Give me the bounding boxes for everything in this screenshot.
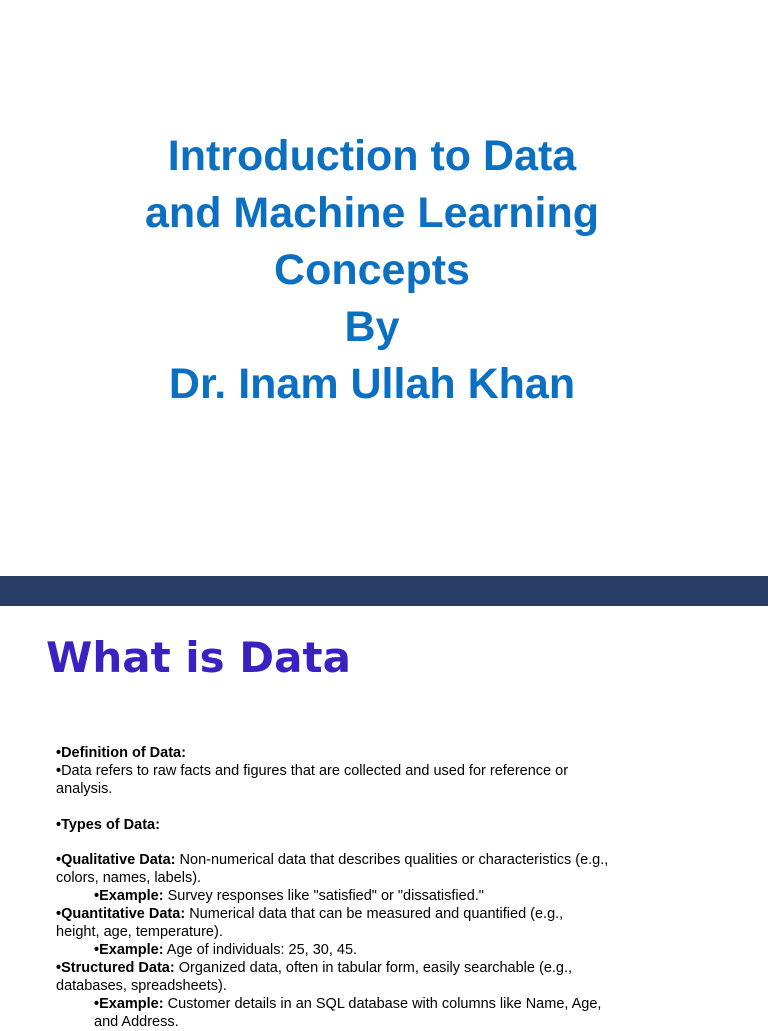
quantitative-text-1: Numerical data that can be measured and quantified (e.g., [185, 906, 564, 923]
quantitative-example-line [56, 942, 656, 960]
qualitative-text-1: Non-numerical data that describes qualities or characteristics (e.g., [175, 852, 609, 869]
bullet-icon: • [56, 906, 62, 923]
definition-heading-line [56, 745, 656, 763]
content-slide [0, 606, 768, 1030]
bullet-icon: • [94, 941, 100, 958]
structured-example-2: and Address. [94, 1013, 179, 1030]
structured-text-1: Organized data, often in tabular form, easily searchable (e.g., [174, 959, 573, 976]
example-label: Example: [99, 888, 164, 905]
title-line-5: Dr. Inam Ullah Khan [168, 360, 576, 408]
bullet-icon: • [56, 959, 62, 976]
presentation-title [0, 128, 744, 413]
structured-example-1: Customer details in an SQL database with columns like Name, Age, [163, 995, 602, 1012]
bullet-icon: • [94, 995, 100, 1012]
qualitative-line [56, 852, 656, 870]
definition-text-2: analysis. [56, 780, 113, 797]
structured-line [56, 960, 656, 978]
quantitative-label: Quantitative Data: [61, 906, 186, 923]
quantitative-line [56, 906, 656, 924]
definition-label: Definition of Data: [61, 745, 186, 761]
title-line-1: Introduction to Data [167, 132, 577, 180]
title-line-4: By [344, 303, 400, 351]
title-line-3: Concepts [274, 246, 470, 294]
slide-body [56, 745, 656, 1031]
qualitative-example: Survey responses like "satisfied" or "dissatisfied." [163, 888, 484, 905]
quantitative-text-2: height, age, temperature). [56, 924, 223, 941]
structured-label: Structured Data: [61, 959, 175, 976]
example-label: Example: [99, 995, 164, 1012]
types-heading-line [56, 817, 656, 835]
bullet-icon: • [56, 745, 62, 761]
qualitative-label: Qualitative Data: [61, 852, 176, 869]
bullet-icon: • [56, 762, 62, 779]
slide-separator-band [0, 576, 768, 606]
structured-example-line [56, 996, 656, 1014]
qualitative-text-2: colors, names, labels). [56, 870, 202, 887]
bullet-icon: • [56, 852, 62, 869]
slide-heading: What is Data [46, 633, 351, 682]
types-label: Types of Data: [61, 816, 160, 833]
example-label: Example: [99, 941, 164, 958]
definition-text-1: Data refers to raw facts and figures that are collected and used for reference or [61, 762, 569, 779]
bullet-icon: • [94, 888, 100, 905]
definition-text-line [56, 763, 656, 781]
title-line-2: and Machine Learning [145, 189, 599, 237]
qualitative-example-line [56, 888, 656, 906]
quantitative-example: Age of individuals: 25, 30, 45. [163, 941, 358, 958]
structured-text-2: databases, spreadsheets). [56, 977, 227, 994]
bullet-icon: • [56, 816, 62, 833]
